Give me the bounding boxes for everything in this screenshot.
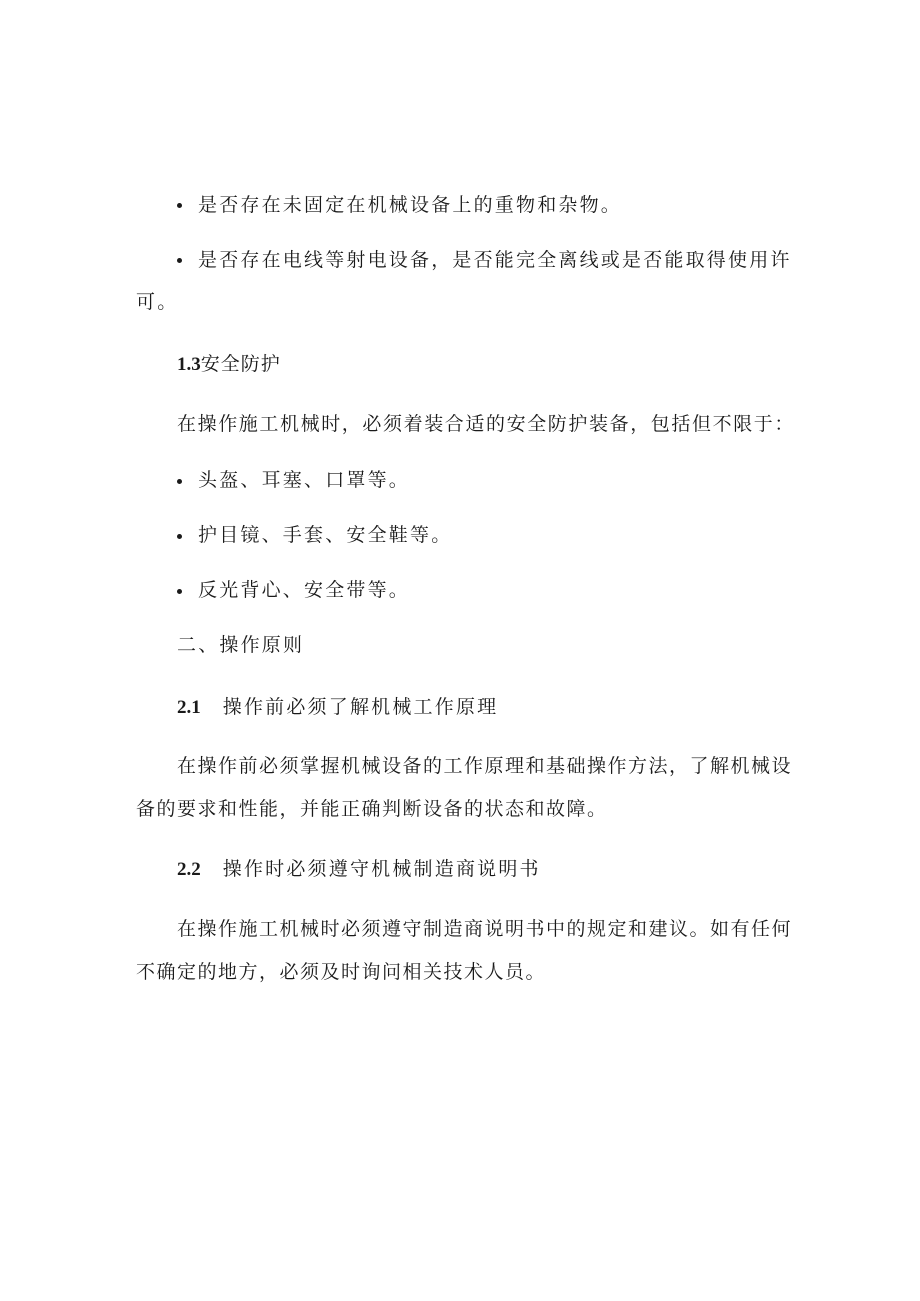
- paragraph-line: 在操作施工机械时必须遵守制造商说明书中的规定和建议。如有任何: [177, 918, 793, 940]
- bullet-dot: [177, 479, 182, 484]
- bullet-dot: [177, 534, 182, 539]
- bullet-item: 反光背心、安全带等。: [198, 579, 411, 601]
- paragraph: 在操作施工机械时，必须着装合适的安全防护装备，包括但不限于：: [177, 413, 796, 435]
- bullet-item: 是否存在未固定在机械设备上的重物和杂物。: [198, 194, 623, 216]
- bullet-item: 护目镜、手套、安全鞋等。: [198, 524, 453, 546]
- section-number: 1.3: [177, 354, 201, 375]
- bullet-item: 头盔、耳塞、口罩等。: [198, 469, 411, 491]
- section-title: 安全防护: [200, 353, 281, 375]
- chapter-title: 二、操作原则: [177, 634, 305, 656]
- paragraph-line: 不确定的地方，必须及时询问相关技术人员。: [136, 961, 547, 983]
- section-number: 2.2: [177, 859, 201, 880]
- section-heading: [177, 857, 541, 882]
- bullet-item: 是否存在电线等射电设备，是否能完全离线或是否能取得使用许: [198, 249, 792, 271]
- bullet-item-continuation: 可。: [136, 291, 179, 313]
- section-title: 操作前必须了解机械工作原理: [222, 696, 499, 718]
- paragraph-line: 备的要求和性能，并能正确判断设备的状态和故障。: [136, 798, 608, 820]
- section-title: 操作时必须遵守机械制造商说明书: [222, 858, 541, 880]
- bullet-dot: [177, 258, 182, 263]
- section-heading: [177, 695, 498, 720]
- section-heading: [177, 352, 281, 377]
- bullet-dot: [177, 203, 182, 208]
- section-number: 2.1: [177, 697, 201, 718]
- paragraph-line: 在操作前必须掌握机械设备的工作原理和基础操作方法，了解机械设: [177, 755, 793, 777]
- bullet-dot: [177, 589, 182, 594]
